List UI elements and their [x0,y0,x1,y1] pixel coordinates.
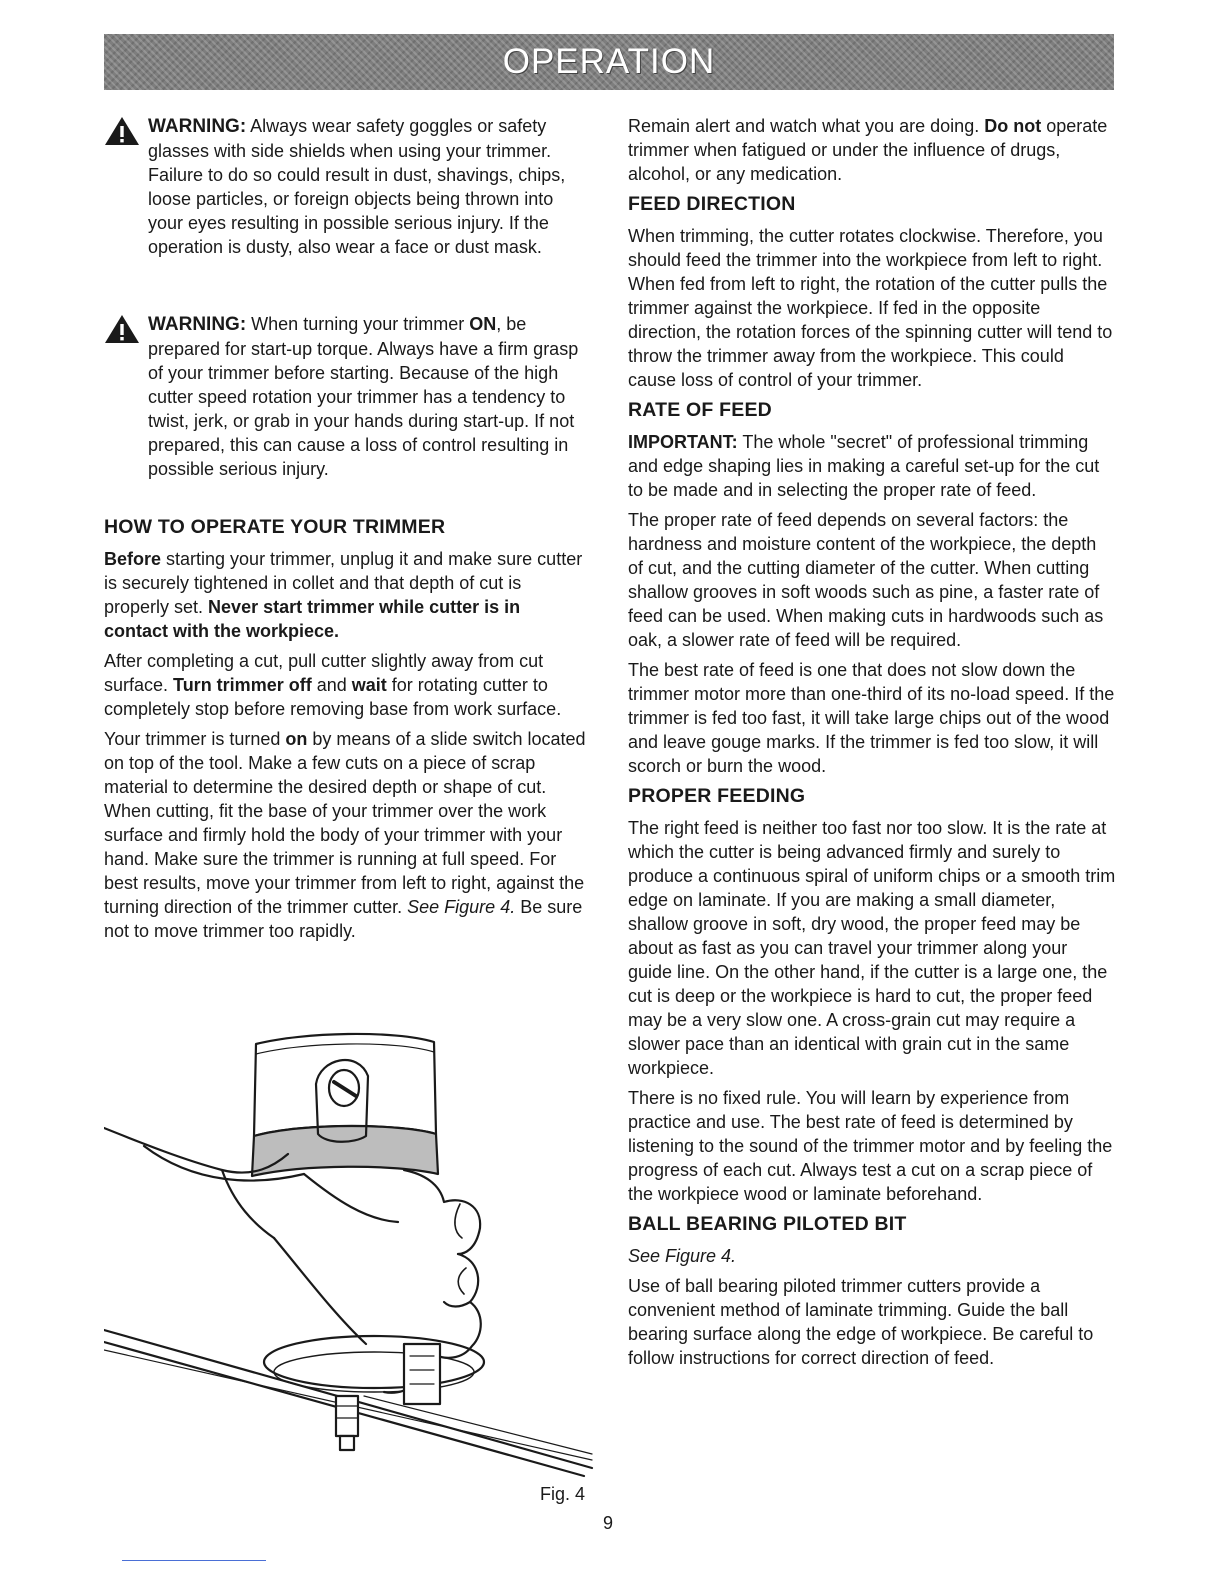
paragraph-after-cut [104,649,588,721]
bold-turn-off: Turn trimmer off [173,675,312,695]
paragraph-right-feed: The right feed is neither too fast nor too slow. It is the rate at which the cutter is being advanced firmly and surely to produce a continuous spiral of uniform chips or a smooth trim edge on laminate. If you are making a small diameter, shallow groove in soft, dry wood, the proper feed may be about as fast as you can travel your trimmer along your guide line. On the other hand, if the cutter is a large one, the cut is deep or the workpiece is hard to cut, the proper feed may be a very slow one. A cross-grain cut may require a slower pace than an identical with grain cut in the same workpiece. [628,818,1116,1078]
see-figure: See Figure 4. [628,1246,737,1266]
bold-wait: wait [351,675,387,695]
text: and [311,675,352,695]
paragraph-best-rate: The best rate of feed is one that does not slow down the trimmer motor more than one-third of its no-load speed. If the trimmer is fed too fast, it will take large chips out of the wood and leave gouge marks. If the trimmer is fed too slow, it will scorch or burn the wood. [628,660,1115,776]
warning-goggles [104,114,588,259]
text: The whole "secret" of professional trimming and edge shaping lies in making a careful set-up for the cut to be made and in selecting the proper rate of feed. [628,432,1100,500]
paragraph-before-starting [104,547,588,643]
bold-do-not: Do not [984,116,1042,136]
bold-never-start: Never start trimmer while cutter is in contact with the workpiece. [104,597,521,641]
warning-triangle-icon [104,116,140,146]
heading-feed-direction: FEED DIRECTION [628,193,796,215]
section-banner [104,34,1114,90]
heading-proper-feeding: PROPER FEEDING [628,785,806,807]
trimmer-illustration [104,1024,594,1500]
bold-on: on [285,729,308,749]
warning-body: When turning your trimmer [251,314,465,334]
heading-rate-of-feed: RATE OF FEED [628,399,772,421]
figure-reference: See Figure 4. [407,897,516,917]
figure-caption: Fig. 4 [540,1484,586,1504]
text: operate trimmer when fatigued or under the influence of drugs, alcohol, or any medication. [628,116,1108,184]
text: starting your trimmer, unplug it and make sure cutter is securely tightened in collet and that depth of cut is properly set. [104,549,583,617]
right-column [628,114,1116,1376]
paragraph-important [628,430,1116,502]
text: After completing a cut, pull cutter slightly away from cut surface. [104,651,544,695]
paragraph-rate-factors: The proper rate of feed depends on several factors: the hardness and moisture content of the workpiece, the depth of cut, and the cutting diameter of the cutter. When cutting shallow grooves in soft woods such as pine, a faster rate of feed can be used. When making cuts in hardwoods such as oak, a slower rate of feed will be required. [628,510,1104,650]
warning-triangle-icon [104,314,140,344]
warning-body-cont: , be prepared for start-up torque. Always have a firm grasp of your trimmer before starting. Because of the high cutter speed rotation your trimmer has a tendency to twist, jerk, or grab in your hands during start-up. If not prepared, this can cause a loss of control resulting in possible serious injury. [148,314,579,479]
heading-how-to-operate: HOW TO OPERATE YOUR TRIMMER [104,516,446,538]
text: Remain alert and watch what you are doing. [628,116,985,136]
warning-body: Always wear safety goggles or safety glasses with side shields when using your trimmer. Failure to do so could result in dust, shavings, chips, loose particles, or foreign objects being thrown into your eyes resulting in possible serious injury. If the operation is dusty, also wear a face or dust mask. [148,116,566,257]
warning-label: WARNING: [148,314,247,335]
text: Be sure not to move trimmer too rapidly. [104,897,583,941]
footer-divider [122,1560,266,1561]
bold-important: IMPORTANT: [628,432,738,452]
paragraph-feed-direction: When trimming, the cutter rotates clockwise. Therefore, you should feed the trimmer into the workpiece from left to right. When fed from left to right, the rotation of the cutter pulls the trimmer against the workpiece. If fed in the opposite direction, the rotation forces of the spinning cutter will tend to throw the trimmer away from the workpiece. This could cause loss of control of your trimmer. [628,226,1113,390]
paragraph-remain-alert [628,114,1116,186]
text: for rotating cutter to completely stop before removing base from work surface. [104,675,562,719]
paragraph-switch-on [104,727,588,943]
warning-label: WARNING: [148,116,247,137]
warning-text [148,312,588,481]
warning-text [148,114,588,259]
warning-startup-torque [104,312,588,481]
bold-before: Before [104,549,162,569]
page-title: OPERATION [502,42,716,81]
text: Your trimmer is turned [104,729,286,749]
heading-ball-bearing: BALL BEARING PILOTED BIT [628,1213,907,1235]
paragraph-ball-bearing: Use of ball bearing piloted trimmer cutters provide a convenient method of laminate trimming. Guide the ball bearing surface along the edge of workpiece. Be careful to follow instructions for correct direction of feed. [628,1276,1094,1368]
left-column [104,114,588,949]
paragraph-no-fixed-rule: There is no fixed rule. You will learn by experience from practice and use. The best rate of feed is determined by listening to the sound of the trimmer motor and by feeling the progress of each cut. Always test a cut on a scrap piece of the workpiece wood or laminate beforehand. [628,1088,1113,1204]
page-number: 9 [603,1513,614,1533]
on-emphasis: ON [469,314,497,334]
figure-reference [628,1244,1116,1268]
text: by means of a slide switch located on top of the tool. Make a few cuts on a piece of scrap material to determine the desired depth or shape of cut. When cutting, fit the base of your trimmer over the work surface and firmly hold the body of your trimmer with your hand. Make sure the trimmer is running at full speed. For best results, move your trimmer from left to right, against the turning direction of the trimmer cutter. [104,729,586,917]
